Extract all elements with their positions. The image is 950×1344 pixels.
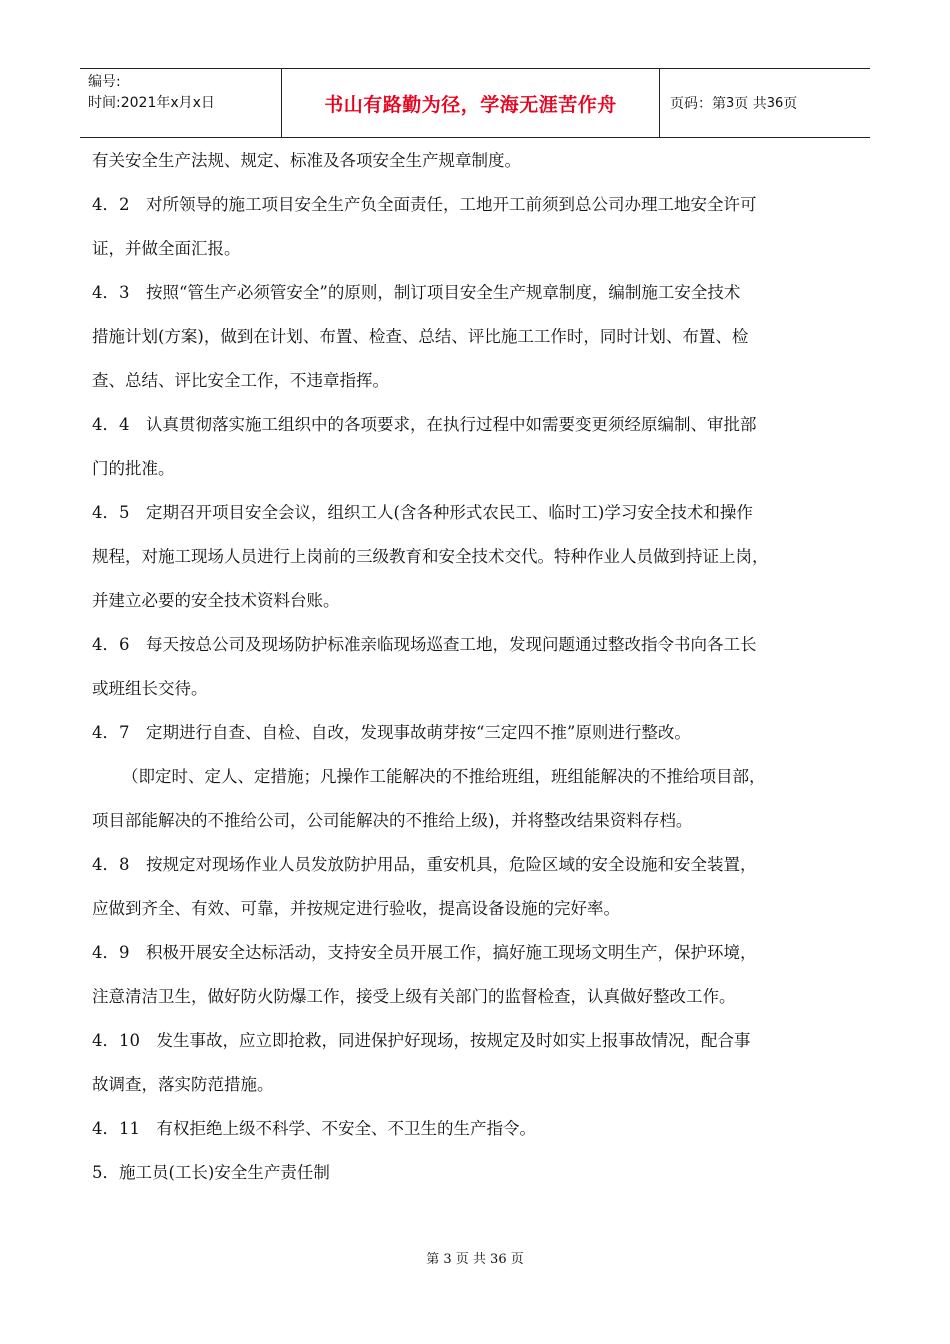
text-line: 规程，对施工现场人员进行上岗前的三级教育和安全技术交代。特种作业人员做到持证上岗， bbox=[92, 547, 769, 566]
text-line: 门的批准。 bbox=[92, 459, 175, 478]
text-line: 4．8 按规定对现场作业人员发放防护用品，重安机具，危险区域的安全设施和安全装置， bbox=[92, 855, 757, 874]
text-line: 或班组长交待。 bbox=[92, 679, 208, 698]
motto: 书山有路勤为径，学海无涯苦作舟 bbox=[282, 69, 660, 137]
text-line: 4．4 认真贯彻落实施工组织中的各项要求，在执行过程中如需要变更须经原编制、审批部 bbox=[92, 415, 757, 434]
text-line: （即定时、定人、定措施；凡操作工能解决的不推给班组，班组能解决的不推给项目部， bbox=[122, 767, 766, 786]
text-line: 故调查，落实防范措施。 bbox=[92, 1075, 274, 1094]
number-label: 编号: bbox=[88, 74, 121, 90]
text-line: 4．2 对所领导的施工项目安全生产负全面责任，工地开工前须到总公司办理工地安全许可 bbox=[92, 195, 757, 214]
text-line: 注意清洁卫生，做好防火防爆工作，接受上级有关部门的监督检查，认真做好整改工作。 bbox=[92, 987, 736, 1006]
text-line: 4．7 定期进行自查、自检、自改，发现事故萌芽按“三定四不推”原则进行整改。 bbox=[92, 723, 691, 742]
text-line: 有关安全生产法规、规定、标准及各项安全生产规章制度。 bbox=[92, 151, 521, 170]
text-line: 应做到齐全、有效、可靠，并按规定进行验收，提高设备设施的完好率。 bbox=[92, 899, 620, 918]
text-line: 4．9 积极开展安全达标活动，支持安全员开展工作，搞好施工现场文明生产，保护环境， bbox=[92, 943, 757, 962]
header-meta bbox=[80, 69, 282, 137]
page-info-prefix: 页码：第 bbox=[670, 96, 726, 112]
text-line: 5．施工员(工长)安全生产责任制 bbox=[92, 1163, 330, 1182]
page-total: 36 bbox=[766, 95, 784, 111]
time-label: 时间:2021年x月x日 bbox=[88, 95, 215, 111]
text-line: 4．5 定期召开项目安全会议，组织工人(含各种形式农民工、临时工)学习安全技术和操作 bbox=[92, 503, 753, 522]
page-info-suffix: 页 bbox=[783, 96, 798, 112]
text-line: 并建立必要的安全技术资料台账。 bbox=[92, 591, 340, 610]
text-line: 4．10 发生事故，应立即抢救，同进保护好现场，按规定及时如实上报事故情况，配合事 bbox=[92, 1031, 751, 1050]
text-line: 项目部能解决的不推给公司，公司能解决的不推给上级)，并将整改结果资料存档。 bbox=[92, 811, 693, 830]
page-info bbox=[660, 69, 870, 137]
text-line: 4．11 有权拒绝上级不科学、不安全、不卫生的生产指令。 bbox=[92, 1119, 536, 1138]
page-info-mid: 页 共 bbox=[734, 96, 767, 112]
text-line: 证，并做全面汇报。 bbox=[92, 239, 241, 258]
text-line: 措施计划(方案)，做到在计划、布置、检查、总结、评比施工工作时，同时计划、布置、检 bbox=[92, 327, 749, 346]
text-line: 4．6 每天按总公司及现场防护标准亲临现场巡查工地，发现问题通过整改指令书向各工长 bbox=[92, 635, 757, 654]
text-line: 查、总结、评比安全工作，不违章指挥。 bbox=[92, 371, 389, 390]
page-current: 3 bbox=[726, 95, 735, 111]
text-line: 4．3 按照“管生产必须管安全”的原则，制订项目安全生产规章制度，编制施工安全技术 bbox=[92, 283, 741, 302]
page-header bbox=[80, 68, 870, 138]
page-footer: 第 3 页 共 36 页 bbox=[426, 1252, 524, 1267]
document-body bbox=[92, 150, 864, 1206]
